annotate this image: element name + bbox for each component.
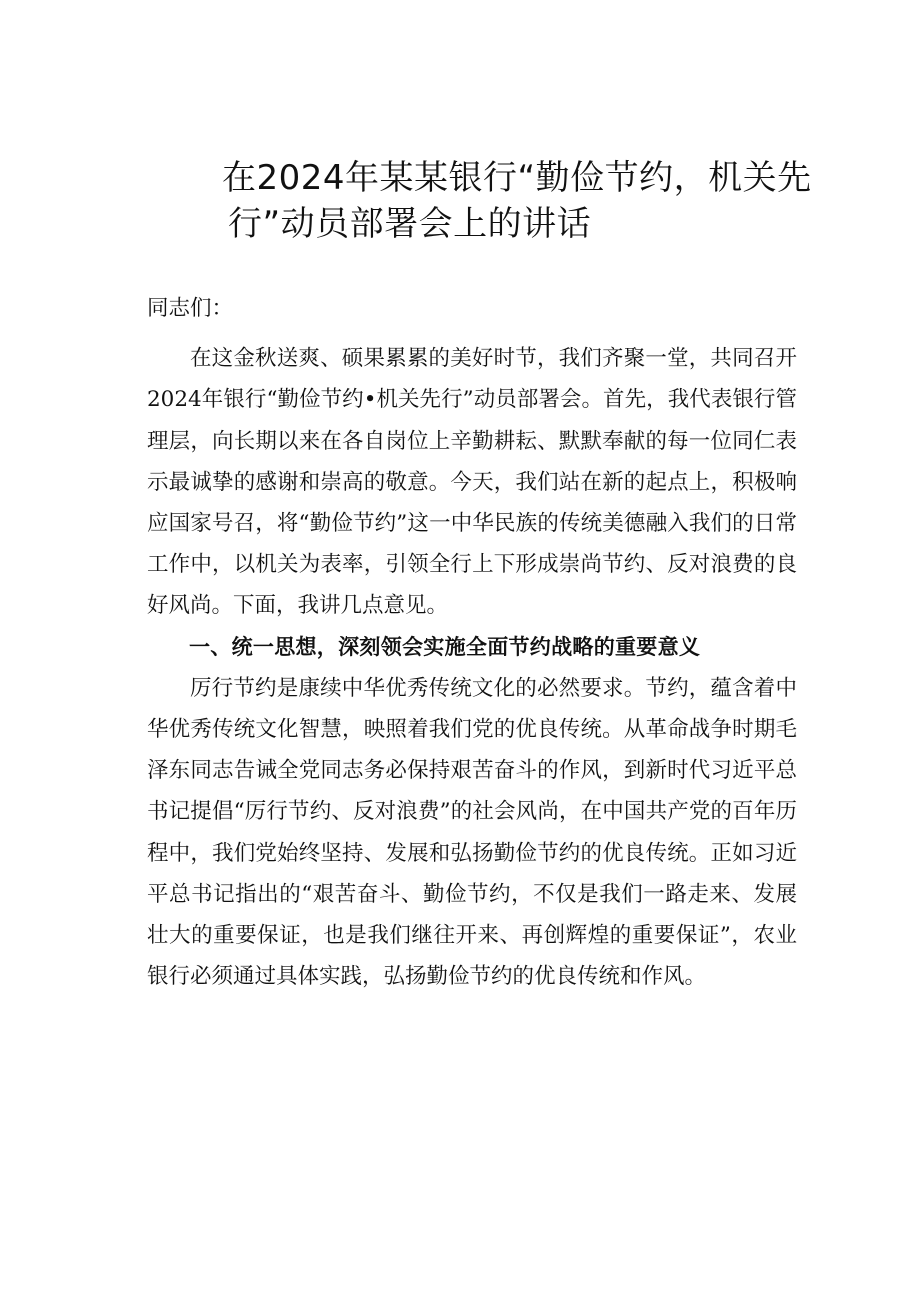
document-title (222, 155, 812, 247)
section-1-paragraph: 厉行节约是康续中华优秀传统文化的必然要求。节约，蕴含着中华优秀传统文化智慧，映照着我们党的优良传统。从革命战争时期毛泽东同志告诫全党同志务必保持艰苦奋斗的作风，到新时代习近平总书记提倡“厉行节约、反对浪费”的社会风尚，在中国共产党的百年历程中，我们党始终坚持、发展和弘扬勤俭节约的优良传统。正如习近平总书记指出的“艰苦奋斗、勤俭节约，不仅是我们一路走来、发展壮大的重要保证，也是我们继往开来、再创辉煌的重要保证”，农业银行必须通过具体实践，弘扬勤俭节约的优良传统和作风。 (147, 675, 797, 990)
salutation: 同志们： (147, 296, 234, 321)
title-line-1: 在2024年某某银行“勤俭节约，机关先 (222, 158, 812, 198)
section-heading-1: 一、统一思想，深刻领会实施全面节约战略的重要意义 (189, 634, 701, 659)
title-line-2: 行”动员部署会上的讲话 (228, 204, 592, 244)
document-body (147, 288, 797, 997)
opening-paragraph: 在这金秋送爽、硕果累累的美好时节，我们齐聚一堂，共同召开2024年银行“勤俭节约•机关先行”动员部署会。首先，我代表银行管理层，向长期以来在各自岗位上辛勤耕耘、默默奉献的每一位同仁表示最诚挚的感谢和崇高的敬意。今天，我们站在新的起点上，积极响应国家号召，将“勤俭节约”这一中华民族的传统美德融入我们的日常工作中，以机关为表率，引领全行上下形成崇尚节约、反对浪费的良好风尚。下面，我讲几点意见。 (147, 346, 797, 619)
